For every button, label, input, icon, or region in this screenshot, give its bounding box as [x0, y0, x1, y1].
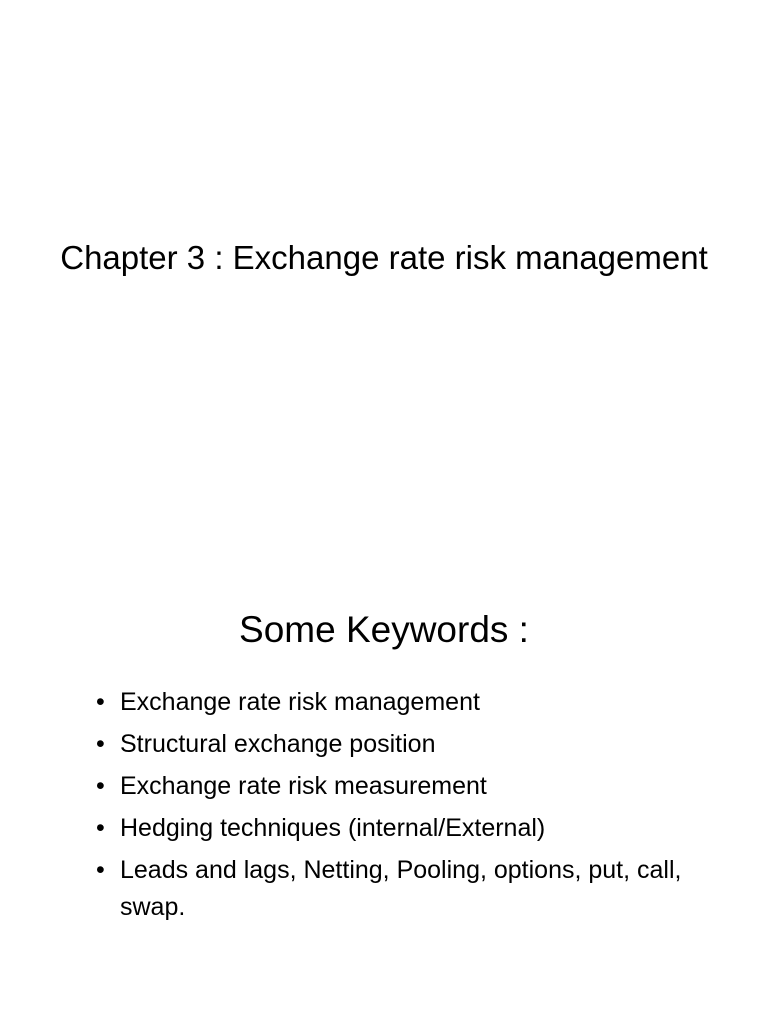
bullet-icon: •	[96, 856, 105, 884]
bullet-icon: •	[96, 772, 105, 800]
list-item	[96, 684, 716, 721]
list-item	[96, 810, 716, 847]
list-item	[96, 768, 716, 805]
chapter-title: Chapter 3 : Exchange rate risk management	[60, 239, 708, 276]
list-item-text: Exchange rate risk management	[120, 688, 480, 716]
keywords-heading: Some Keywords :	[239, 609, 529, 650]
list-item	[96, 852, 716, 926]
list-item-text: Hedging techniques (internal/External)	[120, 814, 546, 842]
list-item-text: Structural exchange position	[120, 730, 436, 758]
list-item-text: Exchange rate risk measurement	[120, 772, 487, 800]
bullet-icon: •	[96, 730, 105, 758]
bullet-icon: •	[96, 688, 105, 716]
slide-2	[0, 512, 768, 1024]
list-item-text: Leads and lags, Netting, Pooling, options, put, call, swap.	[120, 856, 682, 921]
list-item	[96, 726, 716, 763]
bullet-icon: •	[96, 814, 105, 842]
keyword-list	[96, 684, 716, 931]
